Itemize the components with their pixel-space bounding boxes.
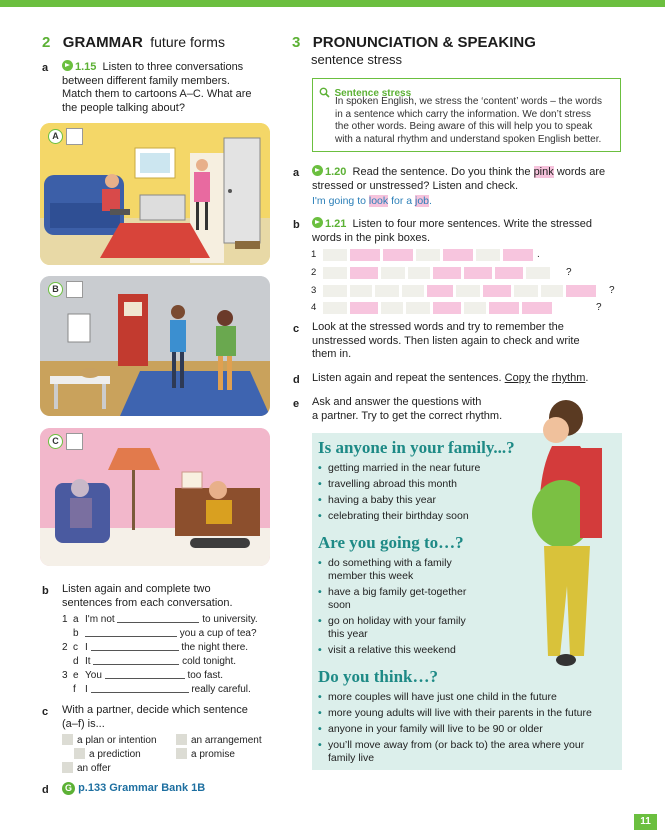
instruction-line: the people talking about?	[62, 101, 185, 114]
stress-box[interactable]	[350, 302, 378, 314]
stress-boxes-row-4	[323, 302, 552, 314]
exercise-3e-text: Ask and answer the questions with a partner. Try to get the correct rhythm.	[312, 396, 503, 422]
instruction-line: between different family members.	[62, 74, 230, 87]
question-heading: Do you think…?	[318, 667, 438, 686]
row-punctuation: ?	[609, 285, 615, 296]
exercise-letter: e	[293, 398, 300, 410]
question-item-continued: soon	[328, 599, 351, 611]
exercise-3b-text: 1.21 Listen to four more sentences. Write the stressed words in the pink boxes.	[312, 218, 593, 244]
question-item: • getting married in the near future	[328, 462, 480, 475]
pink-highlight: pink	[533, 166, 554, 178]
page-number: 11	[634, 814, 657, 830]
cartoon-b	[40, 276, 270, 416]
stress-boxes-row-3	[323, 285, 596, 297]
question-item-continued: family live	[328, 752, 375, 764]
track-number: 1.20	[325, 166, 347, 178]
question-item: • visit a relative this weekend	[328, 644, 456, 657]
magnifier-icon	[319, 87, 330, 98]
info-heading: Sentence stress	[319, 83, 411, 101]
question-item: • more young adults will live with their parents in the future	[328, 707, 592, 720]
instruction-line: Match them to cartoons A–C. What are	[62, 88, 252, 100]
stress-box[interactable]	[464, 267, 492, 279]
exercise-2c-text	[62, 704, 277, 731]
exercise-letter: d	[293, 374, 300, 386]
answer-box[interactable]	[66, 433, 83, 450]
stress-boxes-row-1	[323, 249, 533, 261]
cartoon-label: B	[48, 282, 63, 297]
question-item: • more couples will have just one child in the future	[328, 691, 557, 704]
answer-gap[interactable]	[91, 692, 189, 693]
stress-box[interactable]	[383, 249, 413, 261]
section-title: GRAMMAR	[62, 34, 143, 51]
stress-box[interactable]	[427, 285, 453, 297]
sentence-stress-box	[312, 78, 621, 152]
exercise-3c-text: Look at the stressed words and try to remember the unstressed words. Then listen again to check and write them in.	[312, 321, 580, 360]
row-number: 4	[311, 302, 317, 313]
row-punctuation: ?	[596, 302, 602, 313]
audio-icon[interactable]	[62, 60, 73, 71]
instruction-line: (a–f) is...	[62, 717, 105, 730]
top-accent-bar	[0, 0, 665, 7]
section-2-heading	[42, 34, 225, 52]
section-number: 3	[292, 34, 301, 51]
row-punctuation: .	[537, 249, 540, 260]
cartoon-label: C	[48, 434, 63, 449]
sentence-row: 3 e You too fast.	[62, 669, 224, 681]
question-heading: Is anyone in your family...?	[318, 438, 515, 457]
row-punctuation: ?	[566, 267, 572, 278]
audio-icon[interactable]	[312, 165, 323, 176]
answer-gap[interactable]	[93, 664, 179, 665]
question-item: • have a big family get-together	[328, 586, 466, 599]
stress-box[interactable]	[566, 285, 596, 297]
stress-box[interactable]	[483, 285, 511, 297]
sentence-row: d It cold tonight.	[73, 655, 237, 667]
question-heading: Are you going to…?	[318, 533, 464, 552]
exercise-letter: b	[293, 219, 300, 231]
section-subtitle: future forms	[150, 34, 225, 50]
exercise-letter: a	[293, 167, 300, 179]
exercise-3a-text: 1.20 Read the sentence. Do you think the pink words are stressed or unstressed? Listen and check.	[312, 166, 606, 192]
sentence-row: f I really careful.	[73, 683, 251, 695]
row-number: 2	[311, 267, 317, 278]
track-number: 1.15	[75, 61, 97, 73]
stress-box[interactable]	[350, 267, 378, 279]
stress-box[interactable]	[495, 267, 523, 279]
stress-box[interactable]	[433, 267, 461, 279]
option-item[interactable]: an arrangement	[176, 734, 262, 748]
question-item-continued: member this week	[328, 570, 414, 582]
gap-fill-sentences	[62, 613, 282, 696]
row-number: 1	[311, 249, 317, 260]
option-item[interactable]: a plan or intention	[62, 734, 157, 748]
answer-gap[interactable]	[91, 650, 179, 651]
exercise-letter: c	[293, 323, 300, 335]
exercise-letter: a	[42, 62, 49, 74]
audio-icon[interactable]	[312, 217, 323, 228]
section-subtitle: sentence stress	[311, 52, 403, 67]
answer-box[interactable]	[66, 281, 83, 298]
exercise-letter: c	[42, 706, 49, 718]
row-number: 3	[311, 285, 317, 296]
cartoon-label: A	[48, 129, 63, 144]
section-title: PRONUNCIATION & SPEAKING	[312, 34, 536, 51]
stress-box[interactable]	[433, 302, 461, 314]
instruction-line: With a partner, decide which sentence	[62, 704, 248, 716]
exercise-letter: b	[42, 585, 49, 597]
option-item[interactable]: a prediction	[74, 748, 141, 762]
question-item: • having a baby this year	[328, 494, 436, 507]
stress-box[interactable]	[443, 249, 473, 261]
info-text: In spoken English, we stress the ‘content’ words – the words in a sentence which carry the information. We don’t stress the other words. Being aware of this will help you to speak with a natural rhythm and understand spoken English better.	[335, 96, 602, 145]
stress-box[interactable]	[522, 302, 552, 314]
section-3-heading	[292, 34, 536, 52]
question-item: • celebrating their birthday soon	[328, 510, 469, 523]
grammar-bank-icon: G	[62, 782, 75, 795]
grammar-bank-link[interactable]: G p.133 Grammar Bank 1B	[62, 782, 205, 795]
cartoon-a	[40, 123, 270, 265]
pregnant-woman-illustration	[522, 396, 627, 681]
exercise-2b-text	[62, 583, 277, 610]
question-item: • do something with a family	[328, 557, 452, 570]
stress-boxes-row-2	[323, 267, 550, 279]
sentence-row: b you a cup of tea?	[73, 627, 257, 639]
question-item: • go on holiday with your family	[328, 615, 466, 628]
stress-box[interactable]	[350, 249, 380, 261]
track-number: 1.21	[325, 218, 347, 230]
exercise-letter: d	[42, 784, 49, 796]
question-item: • travelling abroad this month	[328, 478, 457, 491]
exercise-3d-text: Listen again and repeat the sentences. Copy the rhythm.	[312, 372, 589, 384]
option-item[interactable]: a promise	[176, 748, 235, 762]
question-item-continued: this year	[328, 628, 368, 640]
stress-box[interactable]	[489, 302, 519, 314]
section-number: 2	[42, 34, 51, 51]
instruction-line: Listen again and complete two	[62, 583, 211, 595]
answer-gap[interactable]	[105, 678, 185, 679]
question-item: • anyone in your family will live to be 90 or older	[328, 723, 543, 736]
instruction-line: sentences from each conversation.	[62, 596, 233, 609]
stress-box[interactable]	[503, 249, 533, 261]
example-sentence: I'm going to look for a job.	[312, 195, 432, 207]
sentence-row: 1 a I'm not to university.	[62, 614, 258, 625]
question-item: • you’ll move away from (or back to) the area where your	[328, 739, 584, 752]
answer-box[interactable]	[66, 128, 83, 145]
instruction-line: Listen to three conversations	[102, 61, 244, 73]
exercise-2a-text	[62, 60, 277, 115]
answer-gap[interactable]	[117, 622, 199, 623]
cartoon-c	[40, 428, 270, 566]
option-item[interactable]: an offer	[62, 762, 111, 776]
sentence-row: 2 c I the night there.	[62, 641, 249, 653]
answer-gap[interactable]	[85, 636, 177, 637]
